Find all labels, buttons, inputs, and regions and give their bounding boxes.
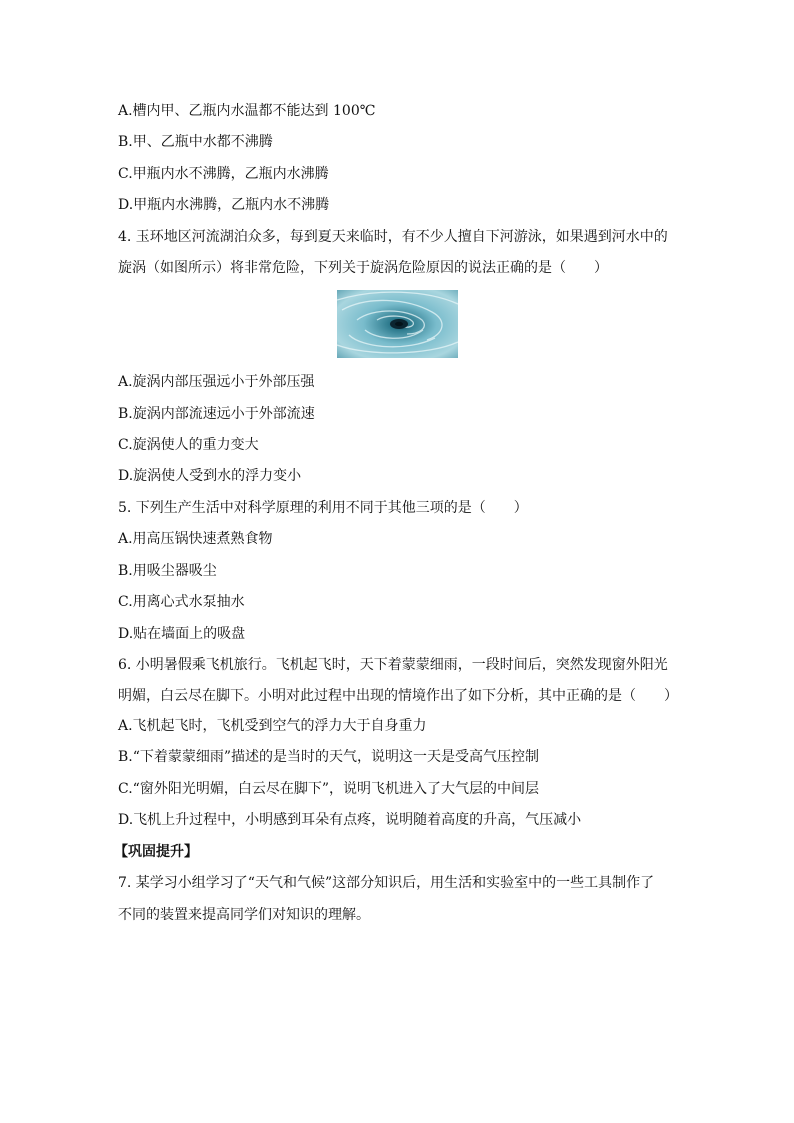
q4-option-a: A.旋涡内部压强远小于外部压强 [118,374,315,390]
q6-option-a: A.飞机起飞时，飞机受到空气的浮力大于自身重力 [118,718,427,734]
whirlpool-photo [337,290,458,358]
q5-option-a: A.用高压锅快速煮熟食物 [118,531,273,547]
q6-option-c: C.“窗外阳光明媚，白云尽在脚下”，说明飞机进入了大气层的中间层 [118,781,539,797]
q4-stem-line2: 旋涡（如图所示）将非常危险，下列关于旋涡危险原因的说法正确的是（ ） [118,260,608,276]
q7-stem-line1: 7. 某学习小组学习了“天气和气候”这部分知识后，用生活和实验室中的一些工具制作了 [118,875,655,891]
q6-option-b: B.“下着蒙蒙细雨”描述的是当时的天气，说明这一天是受高气压控制 [118,749,540,765]
q3-option-a: A.槽内甲、乙瓶内水温都不能达到 100℃ [118,103,376,119]
q5-option-d: D.贴在墙面上的吸盘 [118,626,246,642]
q4-option-c: C.旋涡使人的重力变大 [118,437,259,453]
q3-option-b: B.甲、乙瓶中水都不沸腾 [118,134,273,150]
section-title: 【巩固提升】 [114,844,198,860]
q4-option-d: D.旋涡使人受到水的浮力变小 [118,468,302,484]
whirlpool-icon [337,290,458,358]
q5-option-c: C.用离心式水泵抽水 [118,594,245,610]
q4-option-b: B.旋涡内部流速远小于外部流速 [118,406,315,422]
q5-option-b: B.用吸尘器吸尘 [118,563,217,579]
q5-stem: 5. 下列生产生活中对科学原理的利用不同于其他三项的是（ ） [118,500,528,516]
q3-option-c: C.甲瓶内水不沸腾，乙瓶内水沸腾 [118,166,329,182]
q6-option-d: D.飞机上升过程中，小明感到耳朵有点疼，说明随着高度的升高，气压减小 [118,812,582,828]
q7-stem-line2: 不同的装置来提高同学们对知识的理解。 [118,907,370,923]
q4-stem-line1: 4. 玉环地区河流湖泊众多，每到夏天来临时，有不少人擅自下河游泳，如果遇到河水中的 [118,229,668,245]
q3-option-d: D.甲瓶内水沸腾，乙瓶内水不沸腾 [118,197,330,213]
q6-stem-line2: 明媚，白云尽在脚下。小明对此过程中出现的情境作出了如下分析，其中正确的是（ ） [118,688,678,704]
q6-stem-line1: 6. 小明暑假乘飞机旅行。飞机起飞时，天下着蒙蒙细雨，一段时间后，突然发现窗外阳光 [118,657,668,673]
